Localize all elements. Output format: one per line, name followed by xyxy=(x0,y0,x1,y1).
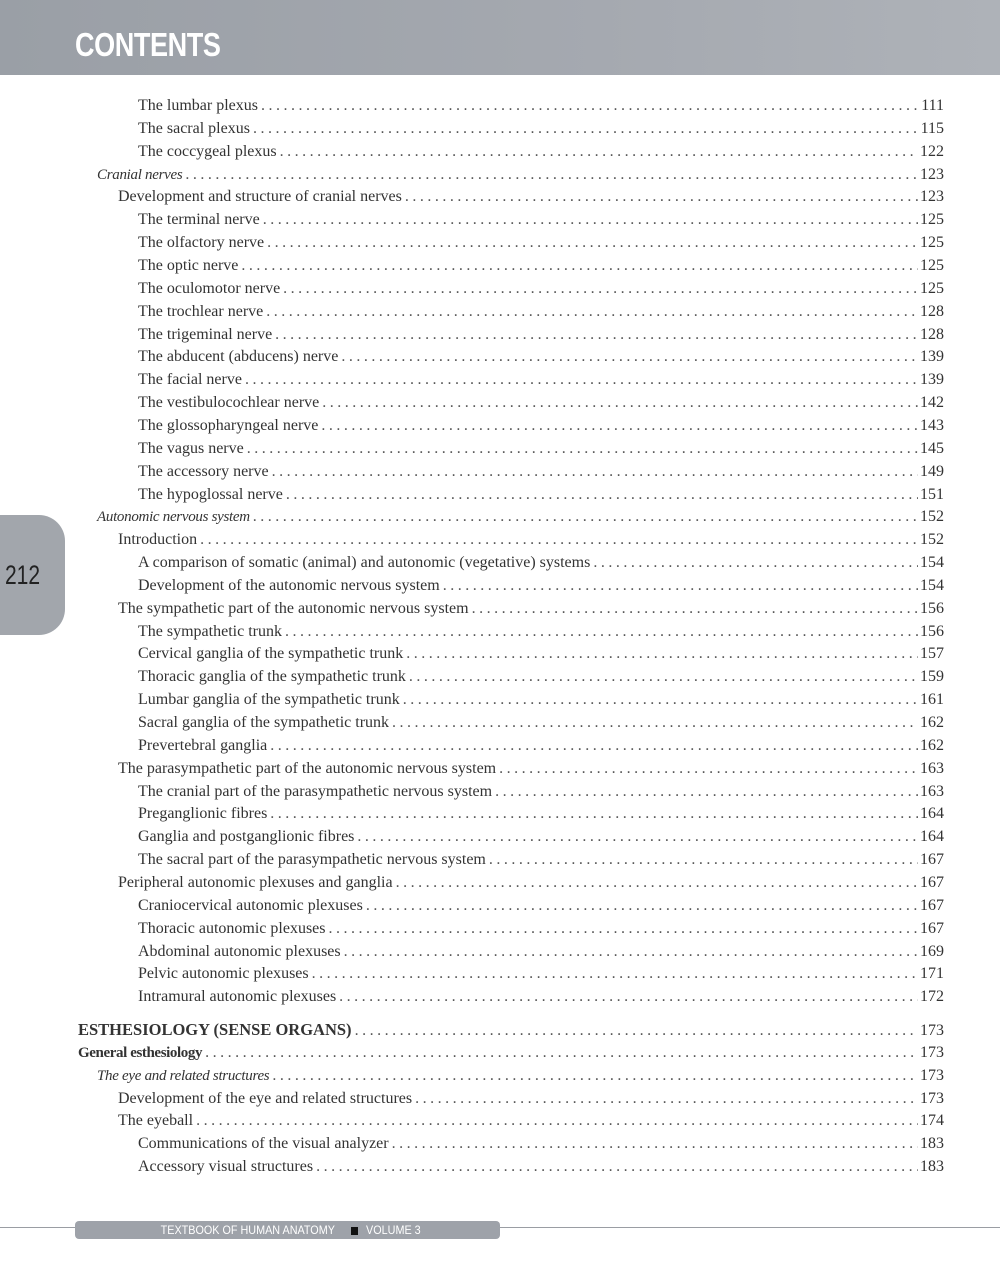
toc-entry[interactable] xyxy=(138,895,944,917)
toc-entry-page: 128 xyxy=(920,302,944,320)
dot-leader xyxy=(261,95,919,117)
dot-leader xyxy=(472,598,918,620)
page-title: CONTENTS xyxy=(75,26,221,63)
toc-entry-title: The lumbar plexus xyxy=(138,97,258,114)
dot-leader xyxy=(392,1133,918,1155)
toc-entry[interactable] xyxy=(138,689,944,711)
toc-entry[interactable] xyxy=(138,826,944,848)
toc-entry-page: 143 xyxy=(920,416,944,434)
toc-entry-page: 167 xyxy=(920,851,944,869)
toc-entry[interactable] xyxy=(138,643,944,665)
dot-leader xyxy=(285,621,918,643)
toc-entry-title: The terminal nerve xyxy=(138,211,260,229)
toc-entry-title: Peripheral autonomic plexuses and ganglia xyxy=(118,873,393,891)
toc-entry-page: 159 xyxy=(920,668,944,686)
dot-leader xyxy=(200,529,918,551)
toc-entry-title: Thoracic ganglia of the sympathetic trunk xyxy=(138,668,406,686)
toc-entry-page: 111 xyxy=(921,97,944,114)
toc-entry[interactable] xyxy=(138,552,944,574)
dot-leader xyxy=(406,643,918,665)
toc-entry-page: 115 xyxy=(920,119,944,137)
toc-entry[interactable] xyxy=(138,438,944,460)
toc-entry-page: 162 xyxy=(920,736,944,754)
toc-entry[interactable] xyxy=(138,484,944,506)
toc-entry[interactable] xyxy=(118,872,944,894)
dot-leader xyxy=(499,758,918,780)
dot-leader xyxy=(272,1065,918,1087)
toc-entry[interactable] xyxy=(138,918,944,940)
toc-entry[interactable] xyxy=(138,621,944,643)
toc-entry-page: 161 xyxy=(920,691,944,709)
toc-entry-title: The sacral plexus xyxy=(138,119,250,137)
toc-entry-page: 152 xyxy=(920,508,944,526)
toc-entry[interactable] xyxy=(138,986,944,1008)
book-title: TEXTBOOK OF HUMAN ANATOMY xyxy=(161,1223,336,1237)
toc-entry[interactable] xyxy=(138,666,944,688)
toc-entry-title: Abdominal autonomic plexuses xyxy=(138,942,341,960)
toc-entry-page: 125 xyxy=(920,234,944,252)
toc-entry[interactable] xyxy=(138,963,944,985)
toc-entry-title: Preganglionic fibres xyxy=(138,805,268,823)
toc-entry-title: Accessory visual structures xyxy=(138,1158,314,1176)
toc-entry-page: 157 xyxy=(920,645,944,663)
toc-entry-title: The oculomotor nerve xyxy=(138,279,281,297)
toc-entry[interactable] xyxy=(118,758,944,780)
toc-entry-page: 163 xyxy=(920,759,944,777)
toc-entry-title: Introduction xyxy=(118,531,198,549)
dot-leader xyxy=(270,735,918,757)
toc-entry[interactable] xyxy=(118,598,944,620)
dot-leader xyxy=(283,278,918,300)
toc-entry-title: Ganglia and postganglionic fibres xyxy=(138,828,355,846)
dot-leader xyxy=(322,392,918,414)
dot-leader xyxy=(355,1020,918,1042)
dot-leader xyxy=(241,255,918,277)
volume-label: VOLUME 3 xyxy=(365,1223,421,1237)
toc-entry[interactable] xyxy=(138,781,944,803)
toc-entry[interactable] xyxy=(138,1133,944,1155)
toc-entry-page: 167 xyxy=(920,919,944,937)
toc-entry[interactable] xyxy=(138,941,944,963)
toc-entry-title: Pelvic autonomic plexuses xyxy=(138,965,309,983)
toc-entry-page: 162 xyxy=(920,714,944,731)
toc-entry-page: 167 xyxy=(920,896,944,914)
toc-entry-page: 164 xyxy=(920,805,944,823)
toc-entry-title: The trigeminal nerve xyxy=(138,325,273,343)
toc-entry[interactable] xyxy=(138,369,944,391)
toc-entry-title: ESTHESIOLOGY (SENSE ORGANS) xyxy=(78,1020,352,1039)
dot-leader xyxy=(245,369,918,391)
toc-entry-page: 172 xyxy=(920,988,944,1006)
dot-leader xyxy=(495,781,918,803)
toc-entry-title: Cranial nerves xyxy=(97,166,183,183)
toc-entry-page: 164 xyxy=(920,828,944,846)
dot-leader xyxy=(339,986,918,1008)
dot-leader xyxy=(405,186,918,208)
toc-entry-page: 125 xyxy=(920,211,944,229)
toc-entry[interactable] xyxy=(138,324,944,346)
toc-entry[interactable] xyxy=(138,392,944,414)
toc-entry-title: The vestibulocochlear nerve xyxy=(138,394,320,412)
toc-entry-title: The vagus nerve xyxy=(138,439,244,457)
toc-entry[interactable] xyxy=(78,1019,944,1041)
dot-leader xyxy=(443,575,918,597)
toc-entry[interactable] xyxy=(138,209,944,231)
dot-leader xyxy=(341,346,918,368)
toc-entry-page: 173 xyxy=(920,1066,944,1084)
black-square-icon xyxy=(351,1227,358,1235)
toc-entry-page: 152 xyxy=(920,531,944,549)
toc-entry-title: The optic nerve xyxy=(138,257,239,274)
toc-entry-page: 145 xyxy=(920,439,944,457)
dot-leader xyxy=(312,963,918,985)
toc-entry[interactable] xyxy=(138,301,944,323)
dot-leader xyxy=(196,1110,918,1132)
dot-leader xyxy=(357,826,918,848)
dot-leader xyxy=(344,941,918,963)
dot-leader xyxy=(272,461,918,483)
toc-entry-page: 167 xyxy=(920,873,944,891)
dot-leader xyxy=(415,1088,918,1110)
toc-entry-page: 125 xyxy=(920,279,944,297)
dot-leader xyxy=(270,803,918,825)
toc-entry-title: Prevertebral ganglia xyxy=(138,736,268,754)
toc-entry-title: Lumbar ganglia of the sympathetic trunk xyxy=(138,691,400,709)
dot-leader xyxy=(593,552,918,574)
toc-entry[interactable] xyxy=(138,1156,944,1178)
dot-leader xyxy=(403,689,918,711)
dot-leader xyxy=(247,438,918,460)
dot-leader xyxy=(286,484,918,506)
toc-entry[interactable] xyxy=(138,118,944,140)
toc-entry[interactable] xyxy=(138,255,944,277)
toc-entry[interactable] xyxy=(138,278,944,300)
toc-entry-page: 183 xyxy=(920,1158,944,1176)
toc-entry-title: The sacral part of the parasympathetic nervous system xyxy=(138,851,486,869)
toc-entry-title: The parasympathetic part of the autonomic nervous system xyxy=(118,759,497,777)
toc-entry[interactable] xyxy=(138,141,944,163)
toc-entry-page: 169 xyxy=(920,942,944,960)
toc-entry-title: The eye and related structures xyxy=(97,1067,270,1084)
toc-entry-page: 171 xyxy=(920,965,944,983)
toc-entry-title: The sympathetic part of the autonomic nervous system xyxy=(118,599,469,617)
toc-entry[interactable] xyxy=(138,735,944,757)
contents-header-band xyxy=(0,0,1000,75)
toc-entry-title: The trochlear nerve xyxy=(138,302,264,320)
toc-entry-title: General esthesiology xyxy=(78,1044,203,1061)
dot-leader xyxy=(489,849,918,871)
toc-entry-title: The coccygeal plexus xyxy=(138,142,277,160)
dot-leader xyxy=(185,164,918,186)
toc-entry-title: The accessory nerve xyxy=(138,462,269,480)
toc-entry-page: 154 xyxy=(920,554,944,571)
toc-entry-title: The olfactory nerve xyxy=(138,234,265,252)
toc-entry[interactable] xyxy=(138,712,944,734)
toc-entry[interactable] xyxy=(118,529,944,551)
toc-entry-title: The cranial part of the parasympathetic nervous system xyxy=(138,782,493,800)
toc-entry[interactable] xyxy=(97,164,944,186)
running-footer xyxy=(75,1221,500,1239)
page-number-tab xyxy=(0,515,65,635)
toc-entry[interactable] xyxy=(78,1042,944,1064)
toc-entry-page: 123 xyxy=(920,188,944,206)
toc-entry-title: Autonomic nervous system xyxy=(97,509,250,526)
toc-entry[interactable] xyxy=(138,232,944,254)
toc-entry[interactable] xyxy=(118,1088,944,1110)
dot-leader xyxy=(253,118,919,140)
toc-entry[interactable] xyxy=(118,1110,944,1132)
toc-entry-title: Development and structure of cranial nerves xyxy=(118,188,402,206)
dot-leader xyxy=(396,872,918,894)
toc-entry[interactable] xyxy=(118,186,944,208)
toc-entry-page: 183 xyxy=(920,1135,944,1153)
toc-entry-page: 163 xyxy=(920,782,944,800)
toc-entry-page: 125 xyxy=(920,257,944,274)
dot-leader xyxy=(253,506,918,528)
toc-entry[interactable] xyxy=(97,506,944,528)
dot-leader xyxy=(267,232,918,254)
toc-entry[interactable] xyxy=(138,803,944,825)
toc-entry-title: Sacral ganglia of the sympathetic trunk xyxy=(138,714,390,731)
toc-entry-page: 139 xyxy=(920,371,944,389)
toc-entry[interactable] xyxy=(138,95,944,117)
toc-entry-title: The glossopharyngeal nerve xyxy=(138,416,319,434)
toc-entry-title: Communications of the visual analyzer xyxy=(138,1135,389,1153)
dot-leader xyxy=(266,301,918,323)
toc-entry-title: A comparison of somatic (animal) and autonomic (vegetative) systems xyxy=(138,554,591,571)
page-number: 212 xyxy=(4,560,41,590)
toc-entry-title: Craniocervical autonomic plexuses xyxy=(138,896,363,914)
toc-entry-page: 154 xyxy=(920,576,944,594)
toc-entry[interactable] xyxy=(138,346,944,368)
toc-entry-title: The facial nerve xyxy=(138,371,242,389)
dot-leader xyxy=(205,1042,918,1064)
toc-entry[interactable] xyxy=(97,1065,944,1087)
dot-leader xyxy=(316,1156,918,1178)
toc-entry-title: Development of the eye and related structures xyxy=(118,1089,413,1107)
dot-leader xyxy=(263,209,918,231)
toc-entry-title: The eyeball xyxy=(118,1112,194,1130)
toc-entry-page: 122 xyxy=(920,142,944,160)
toc-entry-page: 174 xyxy=(920,1112,944,1130)
toc-entry-title: The abducent (abducens) nerve xyxy=(138,348,339,366)
dot-leader xyxy=(321,415,918,437)
toc-entry-title: Thoracic autonomic plexuses xyxy=(138,919,326,937)
dot-leader xyxy=(275,324,918,346)
toc-entry-page: 173 xyxy=(920,1022,944,1039)
toc-entry[interactable] xyxy=(138,575,944,597)
dot-leader xyxy=(366,895,918,917)
toc-entry-title: Intramural autonomic plexuses xyxy=(138,988,337,1006)
toc-entry-page: 139 xyxy=(920,348,944,366)
toc-entry[interactable] xyxy=(138,461,944,483)
toc-entry-title: The sympathetic trunk xyxy=(138,622,282,640)
toc-entry[interactable] xyxy=(138,415,944,437)
toc-entry[interactable] xyxy=(138,849,944,871)
toc-entry-page: 149 xyxy=(920,462,944,480)
toc-entry-title: Cervical ganglia of the sympathetic trunk xyxy=(138,645,404,663)
dot-leader xyxy=(329,918,919,940)
toc-entry-page: 156 xyxy=(920,622,944,640)
toc-entry-page: 128 xyxy=(920,325,944,343)
toc-entry-page: 173 xyxy=(920,1043,944,1061)
dot-leader xyxy=(280,141,918,163)
toc-entry-page: 151 xyxy=(920,485,944,503)
toc-entry-page: 156 xyxy=(920,599,944,617)
toc-entry-page: 173 xyxy=(920,1089,944,1107)
dot-leader xyxy=(392,712,918,734)
toc-entry-title: The hypoglossal nerve xyxy=(138,485,283,503)
toc-entry-title: Development of the autonomic nervous system xyxy=(138,576,440,594)
toc-entry-page: 123 xyxy=(920,165,944,183)
toc-entry-page: 142 xyxy=(920,394,944,412)
dot-leader xyxy=(409,666,918,688)
